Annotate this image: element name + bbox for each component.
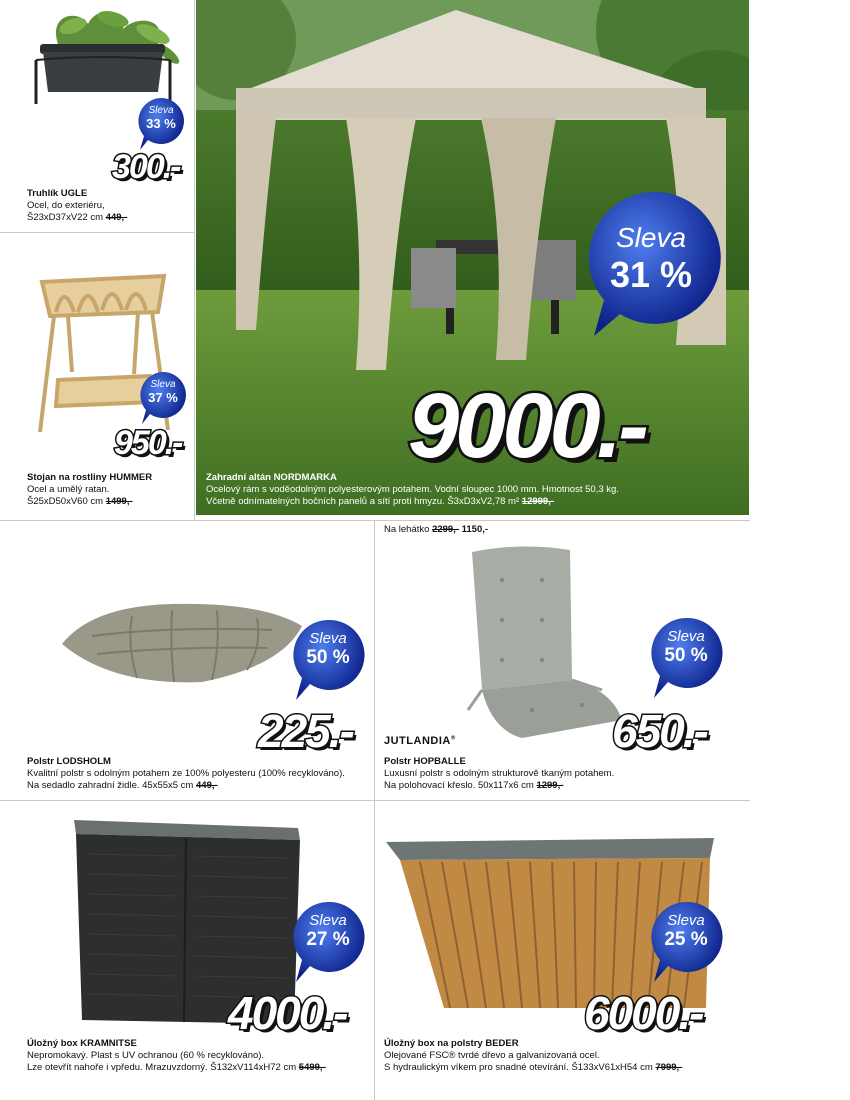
sleva-percent: 50 % — [306, 647, 350, 668]
hopballe-text — [384, 756, 744, 792]
sleva-percent: 27 % — [306, 929, 350, 950]
divider-ugle-hummer — [0, 232, 194, 233]
ugle-price: 300.- — [112, 148, 180, 186]
sleva-label: Sleva — [309, 912, 347, 929]
sleva-percent: 50 % — [664, 645, 708, 666]
kramnitse-sleva-bubble — [290, 900, 366, 984]
beder-sleva-bubble — [648, 900, 724, 984]
ugle-text — [27, 188, 192, 224]
sleva-label: Sleva — [148, 105, 174, 116]
kramnitse-text — [27, 1038, 372, 1074]
divider-mid-column — [374, 520, 375, 1100]
divider-hero-bottom — [0, 520, 750, 521]
hopballe-note: Na lehátko 2299,- 1150,- — [384, 524, 489, 535]
old-price: 5499,- — [298, 1062, 326, 1073]
product-desc-line: Š23xD37xV22 cm 449,- — [27, 212, 128, 223]
sleva-percent: 33 % — [146, 116, 176, 131]
product-desc-line: Š25xD50xV60 cm 1499,- — [27, 496, 133, 507]
nordmarka-text — [206, 472, 619, 508]
sleva-label: Sleva — [309, 630, 347, 647]
sleva-label: Sleva — [615, 222, 687, 253]
old-price: 7999,- — [655, 1062, 683, 1073]
product-desc-line: Včetně odnímatelných bočních panelů a sítí proti hmyzu. Š3xD3xV2,78 m² 12999,- — [206, 496, 555, 507]
product-desc-line: Ocel a umělý ratan. — [27, 484, 110, 495]
product-desc-line: Nepromokavý. Plast s UV ochranou (60 % recyklováno). — [27, 1050, 265, 1061]
kramnitse-price: 4000.- — [228, 987, 347, 1039]
hopballe-sleva-bubble — [648, 616, 724, 700]
old-price: 2299,- — [432, 524, 459, 535]
beder-price: 6000.- — [584, 987, 703, 1039]
product-desc-line: S hydraulickým víkem pro snadné otevírání. Š133xV61xH54 cm 7999,- — [384, 1062, 683, 1073]
sleva-label: Sleva — [150, 379, 176, 390]
sleva-percent: 31 % — [609, 254, 693, 295]
nordmarka-sleva-bubble — [580, 188, 722, 338]
new-price: 1150,- — [461, 524, 489, 535]
nordmarka-price: 9000.- — [408, 375, 645, 477]
product-desc-line: Ocelový rám s voděodolným polyesterovým potahem. Vodní sloupec 1000 mm. Hmotnost 50,3 kg. — [206, 484, 619, 495]
product-desc-line: Na polohovací křeslo. 50x117x6 cm 1299,- — [384, 780, 564, 791]
product-desc-line: Lze otevřít nahoře i vpředu. Mrazuvzdorný. Š132xV114xH72 cm 5499,- — [27, 1062, 326, 1073]
old-price: 1299,- — [536, 780, 564, 791]
product-desc-line: Olejované FSC® tvrdé dřevo a galvanizovaná ocel. — [384, 1050, 600, 1061]
product-desc-line: Ocel, do exteriéru, — [27, 200, 105, 211]
product-name: Úložný box KRAMNITSE — [27, 1038, 137, 1049]
product-desc-line: Na sedadlo zahradní židle. 45x55x5 cm 449,- — [27, 780, 218, 791]
ugle-sleva-bubble — [136, 96, 186, 152]
hummer-price: 950.- — [114, 424, 182, 462]
product-name: Stojan na rostliny HUMMER — [27, 472, 153, 483]
divider-left-column — [194, 0, 195, 520]
sleva-percent: 25 % — [664, 929, 708, 950]
product-desc-line: Luxusní polstr s odolným strukturově tkaným potahem. — [384, 768, 615, 779]
product-desc-line: Kvalitní polstr s odolným potahem ze 100% polyesteru (100% recyklováno). — [27, 768, 345, 779]
product-name: Polstr LODSHOLM — [27, 756, 111, 767]
product-name: Truhlík UGLE — [27, 188, 88, 199]
product-name: Polstr HOPBALLE — [384, 756, 466, 767]
lodsholm-sleva-bubble — [290, 618, 366, 702]
old-price: 449,- — [196, 780, 218, 791]
sleva-label: Sleva — [667, 628, 705, 645]
divider-row-3 — [0, 800, 750, 801]
product-name: Úložný box na polstry BEDER — [384, 1038, 519, 1049]
hopballe-price: 650.- — [612, 705, 707, 757]
old-price: 12999,- — [521, 496, 555, 507]
lodsholm-price: 225.- — [258, 705, 353, 757]
sleva-label: Sleva — [667, 912, 705, 929]
beder-text — [384, 1038, 744, 1074]
hummer-text — [27, 472, 192, 508]
lodsholm-text — [27, 756, 372, 792]
product-name: Zahradní altán NORDMARKA — [206, 472, 337, 483]
hummer-sleva-bubble — [138, 370, 188, 426]
lodsholm-cushion-image — [52, 596, 307, 688]
hopballe-cushion-image — [462, 540, 632, 748]
old-price: 449,- — [105, 212, 128, 223]
jutlandia-brand-logo: JUTLANDIA® — [384, 735, 456, 747]
sleva-percent: 37 % — [148, 390, 178, 405]
old-price: 1499,- — [105, 496, 133, 507]
